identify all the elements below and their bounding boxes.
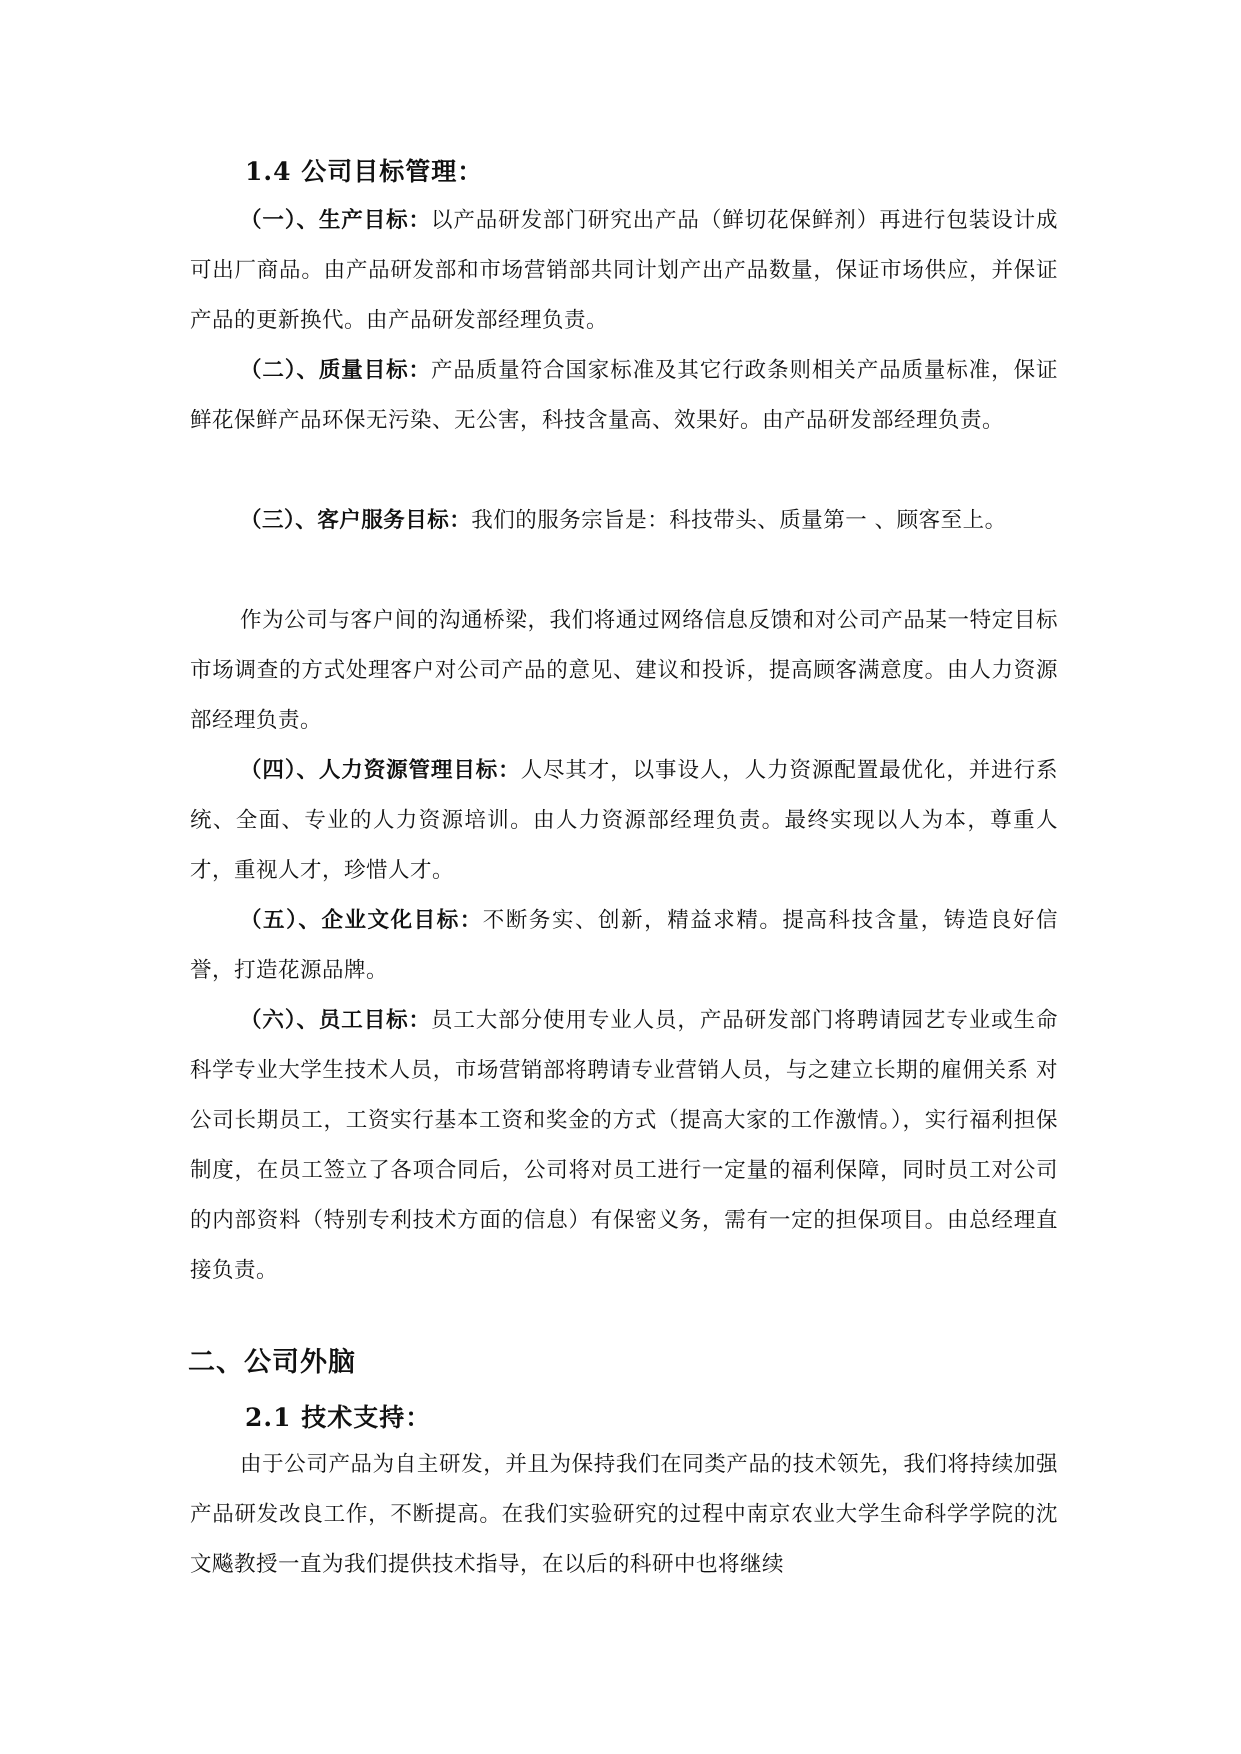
paragraph-text: 不断务实、创新，精益求精。提高科技含量，铸造良好信誉，打造花源品牌。: [190, 908, 1058, 983]
paragraph-text: 我们的服务宗旨是：科技带头、质量第一 、顾客至上。: [471, 508, 1007, 533]
paragraph-label: （三）、客户服务目标：: [240, 508, 472, 533]
paragraph-quality-goal: [190, 346, 1058, 446]
paragraph-hr-goal: [190, 746, 1058, 896]
paragraph-customer-service-goal: [190, 496, 1058, 546]
section-heading-2-1: 2.1 技术支持：: [245, 1403, 432, 1432]
paragraph-text: 以产品研发部门研究出产品（鲜切花保鲜剂）再进行包装设计成可出厂商品。由产品研发部和市场营销部共同计划产出产品数量，保证市场供应，并保证产品的更新换代。由产品研发部经理负责。: [190, 208, 1058, 333]
paragraph-customer-communication: [190, 596, 1058, 746]
section-heading-2: 二、公司外脑: [188, 1347, 356, 1378]
paragraph-label: （二）、质量目标：: [240, 358, 431, 383]
paragraph-text: 人尽其才，以事设人，人力资源配置最优化，并进行系统、全面、专业的人力资源培训。由人力资源部经理负责。最终实现以人为本，尊重人才，重视人才，珍惜人才。: [190, 758, 1058, 883]
paragraph-label: （四）、人力资源管理目标：: [240, 758, 521, 783]
paragraph-employee-goal: [190, 996, 1058, 1296]
paragraph-culture-goal: [190, 896, 1058, 996]
paragraph-label: （五）、企业文化目标：: [240, 908, 483, 933]
paragraph-text: 员工大部分使用专业人员，产品研发部门将聘请园艺专业或生命科学专业大学生技术人员，市场营销部将聘请专业营销人员，与之建立长期的雇佣关系 对公司长期员工，工资实行基本工资和奖金的方式（提高大家的工作激情。），实行福利担保制度，在员工签立了各项合同后，公司将对员工进行一定量的福利保障，同时员工对公司的内部资料（特别专利技术方面的信息）有保密义务，需有一定的担保项目。由总经理直接负责。: [190, 1008, 1058, 1283]
paragraph-text: 产品质量符合国家标准及其它行政条则相关产品质量标准，保证鲜花保鲜产品环保无污染、无公害，科技含量高、效果好。由产品研发部经理负责。: [190, 358, 1058, 433]
paragraph-text: 作为公司与客户间的沟通桥梁，我们将通过网络信息反馈和对公司产品某一特定目标市场调查的方式处理客户对公司产品的意见、建议和投诉，提高顾客满意度。由人力资源部经理负责。: [190, 608, 1058, 733]
paragraph-text: 由于公司产品为自主研发，并且为保持我们在同类产品的技术领先，我们将持续加强产品研发改良工作，不断提高。在我们实验研究的过程中南京农业大学生命科学学院的沈文飚教授一直为我们提供技术指导，在以后的科研中也将继续: [190, 1452, 1058, 1577]
section-heading-1-4: 1.4 公司目标管理：: [245, 157, 484, 186]
paragraph-label: （六）、员工目标：: [240, 1008, 431, 1033]
paragraph-production-goal: [190, 196, 1058, 346]
paragraph-label: （一）、生产目标：: [240, 208, 431, 233]
paragraph-tech-support: [190, 1440, 1058, 1590]
